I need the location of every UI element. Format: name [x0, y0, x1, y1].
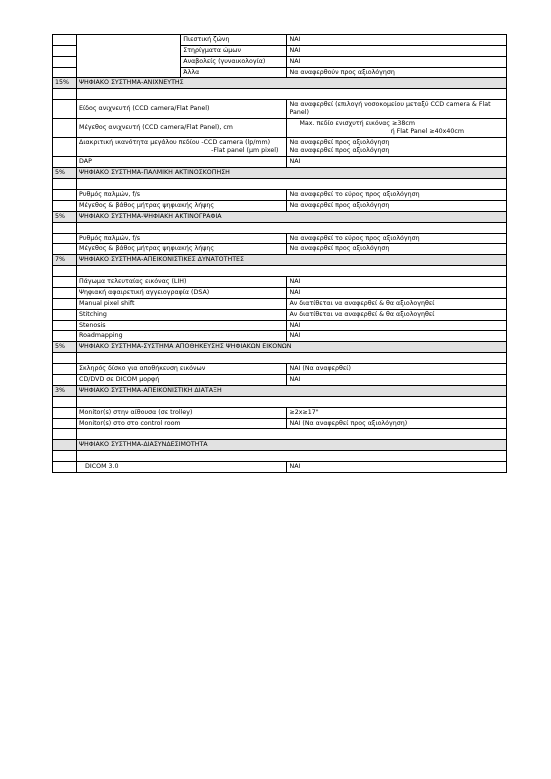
- section-title: ΨΗΦΙΑΚΟ ΣΥΣΤΗΜΑ-ΠΑΛΜΙΚΗ ΑΚΤΙΝΟΣΚΟΠΗΣΗ: [77, 168, 507, 179]
- section-header: [53, 385, 507, 396]
- spec-value: ΝΑΙ: [287, 35, 507, 46]
- spec-value: ΝΑΙ: [287, 45, 507, 56]
- section-weight: 5%: [53, 168, 77, 179]
- section-title: ΨΗΦΙΑΚΟ ΣΥΣΤΗΜΑ-ΔΙΑΣΥΝΔΕΣΙΜΟΤΗΤΑ: [77, 440, 507, 451]
- section-title: ΨΗΦΙΑΚΟ ΣΥΣΤΗΜΑ-ΨΗΦΙΑΚΗ ΑΚΤΙΝΟΓΡΑΦΙΑ: [77, 211, 507, 222]
- row-value: ΝΑΙ: [287, 320, 507, 331]
- row-label: DAP: [77, 157, 287, 168]
- section-header: [53, 211, 507, 222]
- row-label: Manual pixel shift: [77, 298, 287, 309]
- row-label: Ψηφιακή αφαιρετική αγγειογραφία (DSA): [77, 288, 287, 299]
- pct-cell: [53, 67, 77, 78]
- resolution-value-2: Να αναφερθεί προς αξιολόγηση: [289, 147, 390, 155]
- table-row: [53, 407, 507, 418]
- section-weight: 15%: [53, 78, 77, 89]
- spacer-row: [53, 222, 507, 233]
- section-header: [53, 440, 507, 451]
- row-label: Μέγεθος & βάθος μήτρας ψηφιακής λήψης: [77, 244, 287, 255]
- row-label: [77, 138, 287, 157]
- spacer-row: [53, 89, 507, 100]
- row-label: Μέγεθος ανιχνευτή (CCD camera/Flat Panel), cm: [77, 119, 287, 138]
- table-row: [53, 138, 507, 157]
- table-row: [53, 375, 507, 386]
- row-value: ΝΑΙ: [287, 277, 507, 288]
- resolution-label-2: -Flat panel (μm pixel): [211, 147, 279, 155]
- section-weight: 7%: [53, 255, 77, 266]
- spec-label: Πιεστική ζώνη: [181, 35, 287, 46]
- row-value: ΝΑΙ: [287, 331, 507, 342]
- section-weight: 5%: [53, 211, 77, 222]
- row-label: Είδος ανιχνευτή (CCD camera/Flat Panel): [77, 100, 287, 119]
- table-row: [53, 100, 507, 119]
- row-value: ΝΑΙ (Να αναφερθεί): [287, 364, 507, 375]
- table-row: [53, 277, 507, 288]
- table-row: [53, 331, 507, 342]
- spec-value: ΝΑΙ: [287, 56, 507, 67]
- row-value: [287, 138, 507, 157]
- row-label: Μέγεθος & βάθος μήτρας ψηφιακής λήψης: [77, 200, 287, 211]
- detector-size-value-2: ή Flat Panel ≥40x40cm: [390, 128, 464, 136]
- row-label: Roadmapping: [77, 331, 287, 342]
- specifications-table: [52, 34, 507, 473]
- resolution-value-1: Να αναφερθεί προς αξιολόγηση: [289, 139, 390, 147]
- table-row: [53, 364, 507, 375]
- table-row: [53, 320, 507, 331]
- spec-label: Αναβολείς (γυναικολογία): [181, 56, 287, 67]
- section-header: [53, 78, 507, 89]
- row-value: ΝΑΙ: [287, 288, 507, 299]
- row-value: ΝΑΙ: [287, 375, 507, 386]
- row-label: CD/DVD σε DICOM μορφή: [77, 375, 287, 386]
- row-label: DICOM 3.0: [77, 462, 287, 473]
- section-header: [53, 255, 507, 266]
- spacer-row: [53, 429, 507, 440]
- section-weight: 3%: [53, 385, 77, 396]
- row-value: Να αναφερθεί το εύρος προς αξιολόγηση: [287, 190, 507, 201]
- row-value: Αν διατίθεται να αναφερθεί & θα αξιολογηθεί: [287, 309, 507, 320]
- row-value: ΝΑΙ: [287, 157, 507, 168]
- row-label: Ρυθμός παλμών, f/s: [77, 190, 287, 201]
- spacer-row: [53, 353, 507, 364]
- row-value: Να αναφερθεί προς αξιολόγηση: [287, 200, 507, 211]
- table-row: [53, 119, 507, 138]
- row-value: ΝΑΙ: [287, 462, 507, 473]
- spec-label: Στηρίγματα ώμων: [181, 45, 287, 56]
- detector-size-value-1: Max. πεδίο ενισχυτή εικόνας ≥38cm: [299, 120, 415, 128]
- group-cell: [77, 35, 181, 78]
- table-row: [53, 309, 507, 320]
- row-label: Πάγωμα τελευταίας εικόνας (LIH): [77, 277, 287, 288]
- section-title: ΨΗΦΙΑΚΟ ΣΥΣΤΗΜΑ-ΑΠΕΙΚΟΝΙΣΤΙΚΗ ΔΙΑΤΑΞΗ: [77, 385, 507, 396]
- row-label: Stenosis: [77, 320, 287, 331]
- section-header: [53, 342, 507, 353]
- table-row: [53, 418, 507, 429]
- row-value: ≥2x≥17": [287, 407, 507, 418]
- table-row: [53, 298, 507, 309]
- section-title: ΨΗΦΙΑΚΟ ΣΥΣΤΗΜΑ-ΑΝΙΧΝΕΥΤΗΣ: [77, 78, 507, 89]
- spacer-row: [53, 266, 507, 277]
- spacer-row: [53, 396, 507, 407]
- pct-cell: [53, 56, 77, 67]
- row-label: Monitor(s) στην αίθουσα (σε trolley): [77, 407, 287, 418]
- section-title: ΨΗΦΙΑΚΟ ΣΥΣΤΗΜΑ-ΣΥΣΤΗΜΑ ΑΠΟΘΗΚΕΥΣΗΣ ΨΗΦΙΑΚΩΝ ΕΙΚΟΝΩΝ: [77, 342, 507, 353]
- spec-value: Να αναφερθούν προς αξιολόγηση: [287, 67, 507, 78]
- table-row: [53, 190, 507, 201]
- table-row: [53, 157, 507, 168]
- row-value: Να αναφερθεί το εύρος προς αξιολόγηση: [287, 233, 507, 244]
- table-row: [53, 200, 507, 211]
- spec-label: Άλλα: [181, 67, 287, 78]
- section-weight: [53, 440, 77, 451]
- pct-cell: [53, 45, 77, 56]
- spacer-row: [53, 179, 507, 190]
- row-value: [287, 119, 507, 138]
- spacer-row: [53, 451, 507, 462]
- row-value: Να αναφερθεί προς αξιολόγηση: [287, 244, 507, 255]
- row-value: Να αναφερθεί (επιλογή νοσοκομείου μεταξύ CCD camera & Flat Panel): [287, 100, 507, 119]
- section-title: ΨΗΦΙΑΚΟ ΣΥΣΤΗΜΑ-ΑΠΕΙΚΟΝΙΣΤΙΚΕΣ ΔΥΝΑΤΟΤΗΤΕΣ: [77, 255, 507, 266]
- table-row: [53, 288, 507, 299]
- table-row: [53, 233, 507, 244]
- row-label: Monitor(s) στο στο control room: [77, 418, 287, 429]
- section-header: [53, 168, 507, 179]
- pct-cell: [53, 35, 77, 46]
- table-row: [53, 462, 507, 473]
- table-row: [53, 244, 507, 255]
- table-row: [53, 35, 507, 46]
- row-label: Σκληρός δίσκο για αποθήκευση εικόνων: [77, 364, 287, 375]
- row-label: Stitching: [77, 309, 287, 320]
- section-weight: 5%: [53, 342, 77, 353]
- row-value: Αν διατίθεται να αναφερθεί & θα αξιολογηθεί: [287, 298, 507, 309]
- row-label: Ρυθμός παλμών, f/s: [77, 233, 287, 244]
- row-value: ΝΑΙ (Να αναφερθεί προς αξιολόγηση): [287, 418, 507, 429]
- resolution-label-1: Διακριτική ικανότητα μεγάλου πεδίου -CCD camera (lp/mm): [79, 139, 271, 147]
